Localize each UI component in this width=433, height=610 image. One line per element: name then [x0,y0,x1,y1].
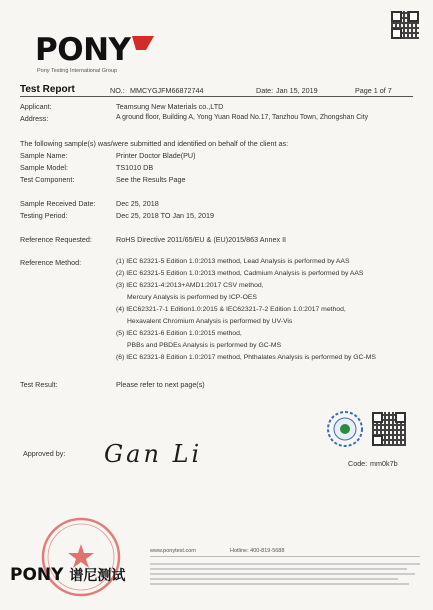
verification-qr-code [372,412,406,446]
testing-period-value: Dec 25, 2018 TO Jan 15, 2019 [116,211,215,220]
report-no: MMCYGJFM66872744 [130,86,204,95]
title-divider [20,96,413,97]
sample-intro: The following sample(s) was/were submitted and identified on behalf of the client as: [20,139,289,148]
footer-logo-cn: 谱尼测试 [69,568,126,584]
received-date-value: Dec 25, 2018 [116,199,159,208]
code-value: mm0k7b [370,459,398,468]
applicant-value: Teamsung New Materials co.,LTD [116,102,224,111]
address-value: A ground floor, Building A, Yong Yuan Road No.17, Tanzhou Town, Zhongshan City [116,114,369,121]
reference-requested-label: Reference Requested: [20,235,92,244]
reference-method-label: Reference Method: [20,258,82,267]
sample-name-value: Printer Doctor Blade(PU) [116,151,196,160]
company-seal-stamp [40,516,122,598]
code-label: Code: [348,459,368,468]
method-line: Hexavalent Chromium Analysis is performed by UV-Vis [127,318,293,325]
method-line: PBBs and PBDEs Analysis is performed by GC-MS [127,342,282,349]
pony-logo [35,32,130,68]
sample-name-label: Sample Name: [20,151,68,160]
logo-text: PONY [35,32,131,68]
test-component-value: See the Results Page [116,175,186,184]
footer-hotline: Hotline: 400-819-5688 [230,548,285,554]
test-result-value: Please refer to next page(s) [116,380,205,389]
applicant-label: Applicant: [20,102,52,111]
footer-address-block [150,560,420,588]
sample-model-label: Sample Model: [20,163,68,172]
method-line: (5) IEC 62321-6 Edition 1.0:2015 method, [116,330,242,337]
footer-logo [10,565,125,585]
qr-code-top [391,11,419,39]
method-line: (1) IEC 62321-5 Edition 1.0:2013 method, Lead Analysis is performed by AAS [116,258,350,265]
method-line: (6) IEC 62321-8 Edition 1.0:2017 method, Phthalates Analysis is performed by GC-MS [116,354,376,361]
report-no-label: NO.: [110,86,125,95]
page-number: Page 1 of 7 [355,86,392,95]
test-result-label: Test Result: [20,380,58,389]
report-date: Jan 15, 2019 [276,86,318,95]
footer-website: www.ponytest.com [150,548,196,554]
date-label: Date: [256,86,274,95]
certification-seal-icon [326,410,364,448]
method-line: (3) IEC 62321-4:2013+AMD1:2017 CSV method, [116,282,264,289]
report-title: Test Report [20,84,75,95]
reference-requested-value: RoHS Directive 2011/65/EU & (EU)2015/863 Annex II [116,235,287,244]
signature: Gan Li [104,440,203,468]
received-date-label: Sample Received Date: [20,199,96,208]
test-component-label: Test Component: [20,175,75,184]
testing-period-label: Testing Period: [20,211,68,220]
method-line: (2) IEC 62321-5 Edition 1.0:2013 method, Cadmium Analysis is performed by AAS [116,270,364,277]
approved-by-label: Approved by: [23,449,66,458]
logo-red-flag-icon [132,36,154,50]
address-label: Address: [20,114,49,123]
method-line: Mercury Analysis is performed by ICP-OES [127,294,257,301]
footer-logo-text: PONY [10,565,64,585]
sample-model-value: TS1010 DB [116,163,154,172]
company-name: Pony Testing International Group [37,68,118,74]
method-line: (4) IEC62321-7-1 Edition1.0:2015 & IEC62321-7-2 Edition 1.0:2017 method, [116,306,346,313]
footer-divider [150,556,420,557]
